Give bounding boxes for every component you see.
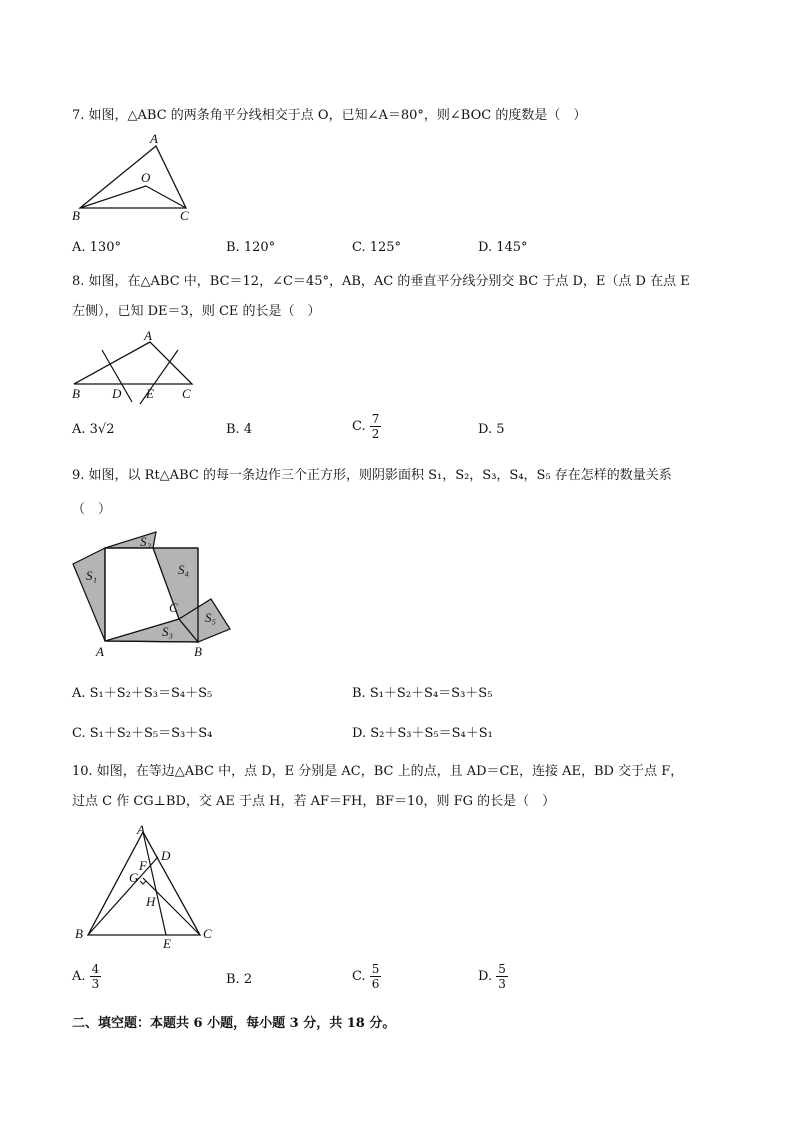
q10-option-a-fraction: [90, 962, 102, 991]
q10-option-b: B. 2: [226, 972, 253, 987]
q8-option-b: B. 4: [226, 422, 253, 437]
q9-label-s2: S₂: [140, 534, 152, 549]
q10-option-a-numerator: 4: [91, 962, 100, 976]
q10-option-c: [352, 962, 381, 991]
q9-option-d: D. S₂＋S₃＋S₅＝S₄＋S₁: [352, 726, 493, 741]
q8-label-d: D: [112, 386, 122, 401]
q8-label-a: A: [144, 328, 152, 343]
q10-figure: [70, 822, 230, 952]
q8-label-e: E: [146, 386, 154, 401]
q9-figure: [70, 528, 240, 663]
q10-label-b: B: [75, 926, 83, 941]
q10-option-c-denominator: 6: [371, 977, 380, 991]
q8-option-a: A. 3√2: [72, 422, 115, 437]
q10-option-a: [72, 962, 101, 991]
q9-label-s5: S₅: [205, 610, 217, 625]
q7-stem: 7. 如图，△ABC 的两条角平分线相交于点 O，已知∠A＝80°，则∠BOC 的度数是（ ）: [72, 108, 587, 123]
q8-label-b: B: [72, 386, 80, 401]
q8-option-c-numerator: 7: [371, 412, 380, 426]
q8-option-c-prefix: C.: [352, 419, 366, 434]
q9-option-b: B. S₁＋S₂＋S₄＝S₃＋S₅: [352, 686, 493, 701]
q10-label-e: E: [163, 936, 171, 951]
q9-label-s3: S₃: [162, 624, 174, 639]
q7-option-b: B. 120°: [226, 240, 276, 255]
q9-option-c: C. S₁＋S₂＋S₅＝S₃＋S₄: [72, 726, 213, 741]
q10-option-d-numerator: 5: [498, 962, 506, 976]
q9-label-b: B: [194, 644, 202, 659]
q10-label-d: D: [161, 848, 171, 863]
q7-label-b: B: [72, 208, 80, 223]
q8-figure: [70, 328, 210, 408]
q9-label-a: A: [96, 644, 104, 659]
q10-option-d: [478, 962, 508, 991]
q10-option-c-numerator: 5: [371, 962, 380, 976]
q10-option-d-prefix: D.: [478, 969, 493, 984]
q10-option-a-prefix: A.: [72, 969, 86, 984]
q10-label-c: C: [203, 926, 212, 941]
q8-label-c: C: [182, 386, 191, 401]
q10-stem-line1: 10. 如图，在等边△ABC 中，点 D，E 分别是 AC，BC 上的点，且 AD＝CE，连接 AE，BD 交于点 F，: [72, 764, 684, 779]
q7-option-d: D. 145°: [478, 240, 528, 255]
q8-option-c-denominator: 2: [371, 427, 380, 441]
q7-option-a: A. 130°: [72, 240, 121, 255]
q9-stem-line2: （ ）: [72, 502, 112, 517]
q9-label-s4: S₄: [178, 562, 190, 577]
q10-stem-line2: 过点 C 作 CG⊥BD，交 AE 于点 H，若 AF＝FH，BF＝10，则 FG 的长是（ ）: [72, 794, 556, 809]
q9-label-c: C: [169, 600, 178, 615]
q9-label-s1: S₁: [86, 568, 98, 583]
q9-stem-line1: 9. 如图，以 Rt△ABC 的每一条边作三个正方形，则阴影面积 S₁，S₂，S₃，S₄，S₅ 存在怎样的数量关系: [72, 468, 672, 483]
q8-option-c-fraction: [370, 412, 382, 441]
q10-label-h: H: [146, 894, 156, 909]
q8-stem-line1: 8. 如图，在△ABC 中，BC＝12，∠C＝45°，AB，AC 的垂直平分线分别交 BC 于点 D，E（点 D 在点 E: [72, 274, 690, 289]
q7-label-o: O: [141, 170, 151, 185]
q10-option-c-prefix: C.: [352, 969, 366, 984]
q7-figure: [70, 130, 210, 225]
q10-option-d-denominator: 3: [498, 977, 506, 991]
q10-label-g: G: [129, 870, 139, 885]
q8-option-c: [352, 412, 381, 441]
q8-stem-line2: 左侧），已知 DE＝3，则 CE 的长是（ ）: [72, 304, 321, 319]
q10-label-a: A: [137, 822, 145, 837]
section-heading-fill-in: 二、填空题：本题共 6 小题，每小题 3 分，共 18 分。: [72, 1016, 396, 1031]
q7-label-c: C: [180, 208, 189, 223]
q7-label-a: A: [150, 131, 158, 146]
q7-option-c: C. 125°: [352, 240, 402, 255]
q10-option-c-fraction: [370, 962, 382, 991]
q10-option-a-denominator: 3: [91, 977, 100, 991]
q10-option-d-fraction: [496, 962, 508, 991]
q9-option-a: A. S₁＋S₂＋S₃＝S₄＋S₅: [72, 686, 213, 701]
q8-option-d: D. 5: [478, 422, 505, 437]
q10-label-f: F: [139, 858, 147, 873]
